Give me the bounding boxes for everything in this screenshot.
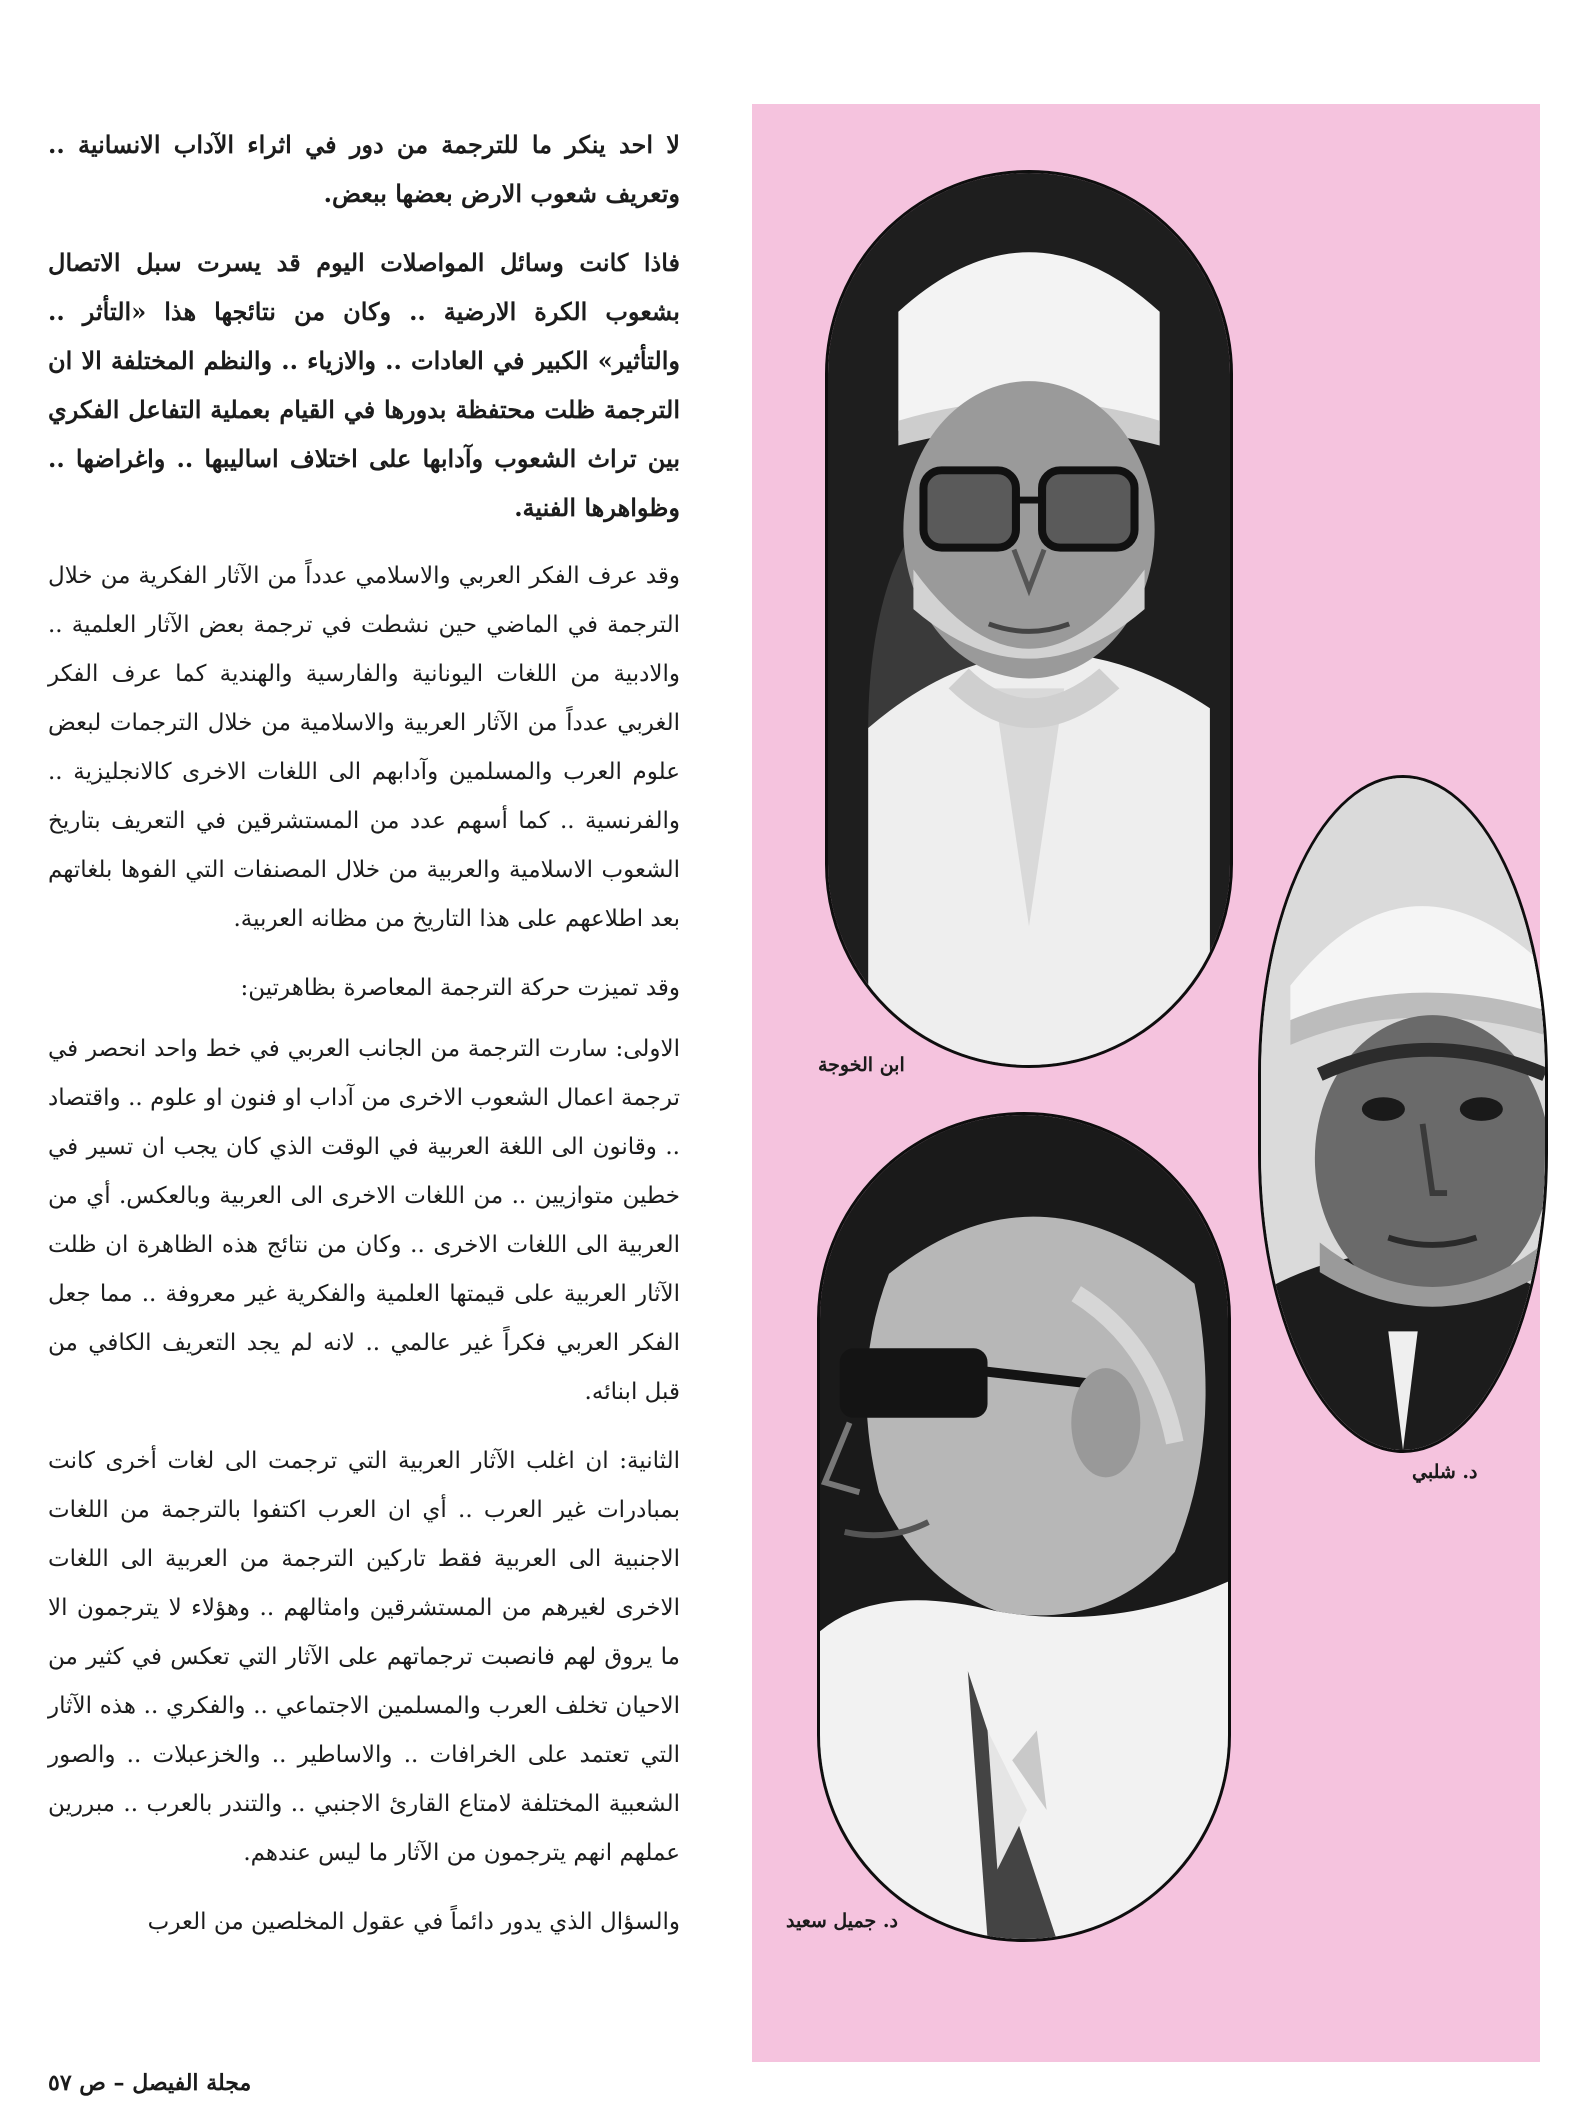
article-paragraph: وقد عرف الفكر العربي والاسلامي عدداً من الآثار الفكرية من خلال الترجمة في الماضي حين نشطت في ترجمة بعض الآثار العلمية .. والادبية من اللغات اليونانية والفارسية والهندية كما عرف الفكر الغربي عدداً من الآثار العربية والاسلامية من خلال الترجمات لبعض علوم العرب والمسلمين وآدابهم الى اللغات الاخرى كالانجليزية .. والفرنسية .. كما أسهم عدد من المستشرقين في التعريف بتاريخ الشعوب الاسلامية والعربية من خلال المصنفات التي الفوها بلغاتهم بعد اطلاعهم على هذا التاريخ من مظانه العربية. [48, 563, 680, 932]
portrait-dr-shalabi-image [1261, 778, 1545, 1450]
article-paragraph: والسؤال الذي يدور دائماً في عقول المخلصين من العرب [147, 1909, 680, 1935]
article-paragraph: الاولى: سارت الترجمة من الجانب العربي في خط واحد انحصر في ترجمة اعمال الشعوب الاخرى من آداب او فنون او علوم .. واقتصاد .. وقانون الى اللغة العربية في الوقت الذي كان يجب ان تسير في خطين متوازيين .. من اللغات الاخرى الى العربية وبالعكس. أي من العربية الى اللغات الاخرى .. وكان من نتائج هذه الظاهرة ان ظلت الآثار العربية على قيمتها العلمية والفكرية غير معروفة .. مما جعل الفكر العربي فكراً غير عالمي .. لانه لم يجد التعريف الكافي من قبل ابنائه. [48, 1036, 680, 1405]
page-footer: مجلة الفيصل – ص ٥٧ [48, 2070, 252, 2096]
portrait-photo-dr-shalabi [1258, 775, 1548, 1453]
caption-ibn-alkhoja: ابن الخوجة [818, 1054, 905, 1076]
article-paragraph: الثانية: ان اغلب الآثار العربية التي ترجمت الى لغات أخرى كانت بمبادرات غير العرب .. أي ان العرب اكتفوا بالترجمة من اللغات الاجنبية الى العربية فقط تاركين الترجمة من العربية الى اللغات الاخرى لغيرهم من المستشرقين وامثالهم .. وهؤلاء لا يترجمون الا ما يروق لهم فانصبت ترجماتهم على الآثار التي تعكس في كثير من الاحيان تخلف العرب والمسلمين الاجتماعي .. والفكري .. هذه الآثار التي تعتمد على الخرافات .. والاساطير .. والخزعبلات .. والصور الشعبية المختلفة لامتاع القارئ الاجنبي .. والتندر بالعرب .. مبررين عملهم انهم يترجمون من الآثار ما ليس عندهم. [48, 1448, 680, 1866]
portrait-dr-jamil-saeed-image [820, 1115, 1228, 1939]
caption-dr-shalabi: د. شلبي [1412, 1461, 1478, 1483]
article-column [48, 120, 680, 1967]
caption-dr-jamil-saeed: د. جميل سعيد [786, 1910, 898, 1932]
article-paragraph: فاذا كانت وسائل المواصلات اليوم قد يسرت سبل الاتصال بشعوب الكرة الارضية .. وكان من نتائجها هذا «التأثر .. والتأثير» الكبير في العادات .. والازياء .. والنظم المختلفة الا ان الترجمة ظلت محتفظة بدورها في القيام بعملية التفاعل الفكري بين تراث الشعوب وآدابها على اختلاف اساليبها .. واغراضها .. وظواهرها الفنية. [48, 248, 680, 522]
portrait-photo-dr-jamil-saeed [817, 1112, 1231, 1942]
article-paragraph: وقد تميزت حركة الترجمة المعاصرة بظاهرتين: [240, 975, 680, 1001]
portrait-ibn-alkhoja-image [828, 173, 1230, 1065]
portrait-photo-ibn-alkhoja [825, 170, 1233, 1068]
article-paragraph-lead: لا احد ينكر ما للترجمة من دور في اثراء الآداب الانسانية .. وتعريف شعوب الارض بعضها ببعض. [48, 130, 680, 208]
